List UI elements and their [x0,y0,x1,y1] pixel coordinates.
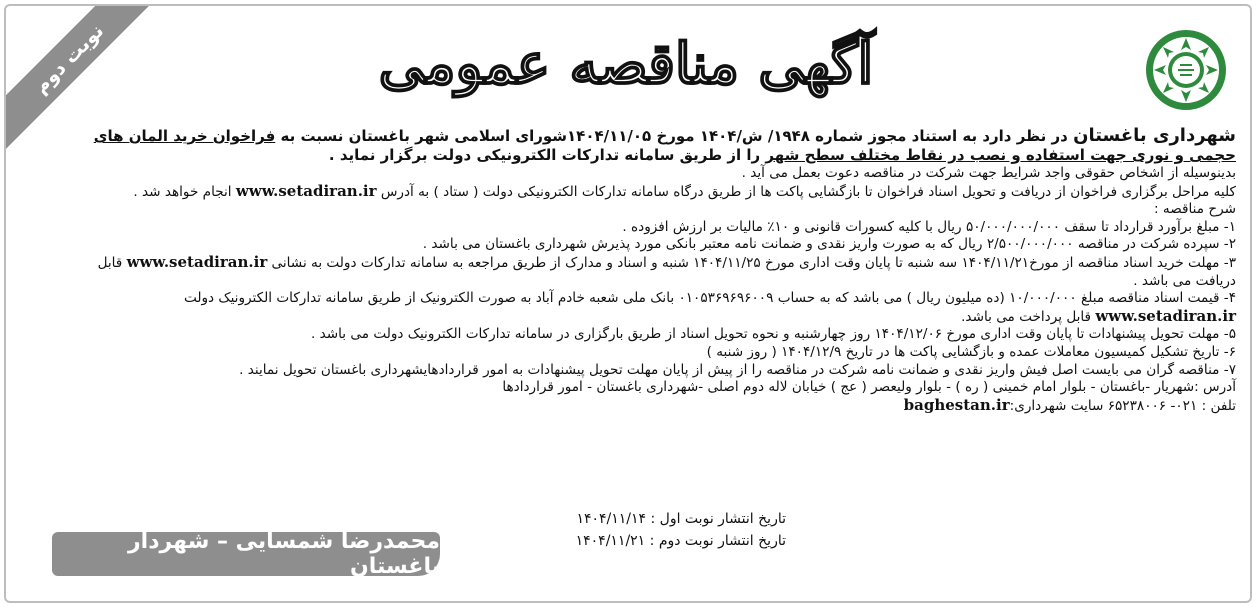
description-title: شرح مناقصه : [1154,201,1236,218]
tender-subject: فراخوان خرید المان های حجمی و نوری جهت استفاده و نصب در نقاط مختلف سطح شهر [93,127,1236,164]
item-3-link[interactable]: www.setadiran.ir [126,252,268,271]
item-3-text-1: ۳- مهلت خرید اسناد مناقصه از مورخ۱۴۰۴/۱۱/۲۱ سه شنبه تا پایان وقت اداری مورخ ۱۴۰۴/۱۱/۲۵ شنبه و اسناد و مدارک از طریق مراجعه به سامانه تدارکات دولت به نشانی [267,254,1236,271]
invite-line: بدینوسیله از اشخاص حقوقی واجد شرایط جهت شرکت در مناقصه دعوت بعمل می آید . [741,165,1236,181]
item-4 [66,290,1236,326]
signature-box: محمدرضا شمسایی – شهردار باغستان [52,532,440,576]
item-3-text-2: قابل دریافت می باشد . [97,254,1236,289]
item-4-text-2: قابل پرداخت می باشد. [961,308,1096,325]
intro-text-1: در نظر دارد به استناد مجوز شماره ۱۹۴۸/ ش/۱۴۰۴ مورخ ۱۴۰۴/۱۱/۰۵شورای اسلامی شهر باغستان نسبت به [275,127,1074,145]
item-7: ۷- مناقصه گران می بایست اصل فیش واریز نقدی و ضمانت نامه شرکت در مناقصه را از پیش از پایان مهلت تحویل پیشنهادات به امور قراردادهایشهرداری باغستان تحویل نمایند . [239,361,1236,378]
municipality-logo-icon [1144,28,1228,112]
item-3 [66,254,1236,290]
tender-notice [4,4,1252,603]
second-publish-date: تاریخ انتشار نوبت دوم : ۱۴۰۴/۱۱/۲۱ [575,533,786,549]
phone-text: تلفن : ۰۲۱- ۶۵۲۳۸۰۰۶ سایت شهرداری: [1009,397,1236,414]
address-line: آدرس :شهریار -باغستان - بلوار امام خمینی ( ره ) - بلوار ولیعصر ( عج ) خیابان لاله دوم اصلی -شهرداری باغستان - امور قراردادها [502,379,1236,396]
stages-text-2: انجام خواهد شد . [133,183,236,200]
phone-line [66,397,1236,416]
item-4-link[interactable]: www.setadiran.ir [1095,306,1236,325]
item-5: ۵- مهلت تحویل پیشنهادات تا پایان وقت اداری مورخ ۱۴۰۴/۱۲/۰۶ روز چهارشنبه و نحوه تحویل اسناد از طریق بارگزاری در سامانه تدارکات الکترونیک دولت می باشد . [311,326,1236,343]
item-6: ۶- تاریخ تشکیل کمیسیون معاملات عمده و بازگشایی پاکت ها در تاریخ ۱۴۰۴/۱۲/۹ ( روز شنبه ) [706,343,1236,360]
item-2: ۲- سپرده شرکت در مناقصه ۲/۵۰۰/۰۰۰/۰۰۰ ریال که به صورت واریز نقدی و ضمانت نامه معتبر بانکی مورد پذیرش شهرداری باغستان می باشد . [422,236,1236,253]
intro-text-2: را از طریق سامانه تدارکات الکترونیکی دولت برگزار نماید . [328,146,766,164]
intro-paragraph [66,126,1236,165]
stages-text-1: کلیه مراحل برگزاری فراخوان از دریافت و تحویل اسناد فراخوان تا بازگشایی پاکت ها از طریق درگاه سامانه تدارکات الکترونیکی دولت ( ستاد ) به آدرس [376,183,1236,200]
notice-title: آگهی مناقصه عمومی [378,31,874,97]
item-4-text-1: ۴- قیمت اسناد مناقصه مبلغ ۱۰/۰۰۰/۰۰۰ (ده میلیون ریال ) می باشد که به حساب ۰۱۰۵۳۶۹۶۹۶۰۰۹ بانک ملی شعبه خادم آباد به صورت الکترونیک از طریق سامانه تدارکات الکترونیک دولت [183,290,1236,307]
round-ribbon: نوبت دوم [6,6,156,154]
setadiran-link[interactable]: www.setadiran.ir [235,181,377,200]
site-link[interactable]: baghestan.ir [903,395,1010,414]
first-publish-date: تاریخ انتشار نوبت اول : ۱۴۰۴/۱۱/۱۴ [576,511,786,527]
publish-dates [496,508,786,552]
item-1: ۱- مبلغ برآورد قرارداد تا سقف ۵۰/۰۰۰/۰۰۰/۰۰۰ ریال با کلیه کسورات قانونی و ۱۰٪ مالیات بر ارزش افزوده . [622,218,1236,235]
notice-header [6,6,1250,124]
stages-paragraph [66,183,1236,202]
org-name: شهرداری باغستان [1073,125,1236,146]
notice-body [66,126,1236,415]
